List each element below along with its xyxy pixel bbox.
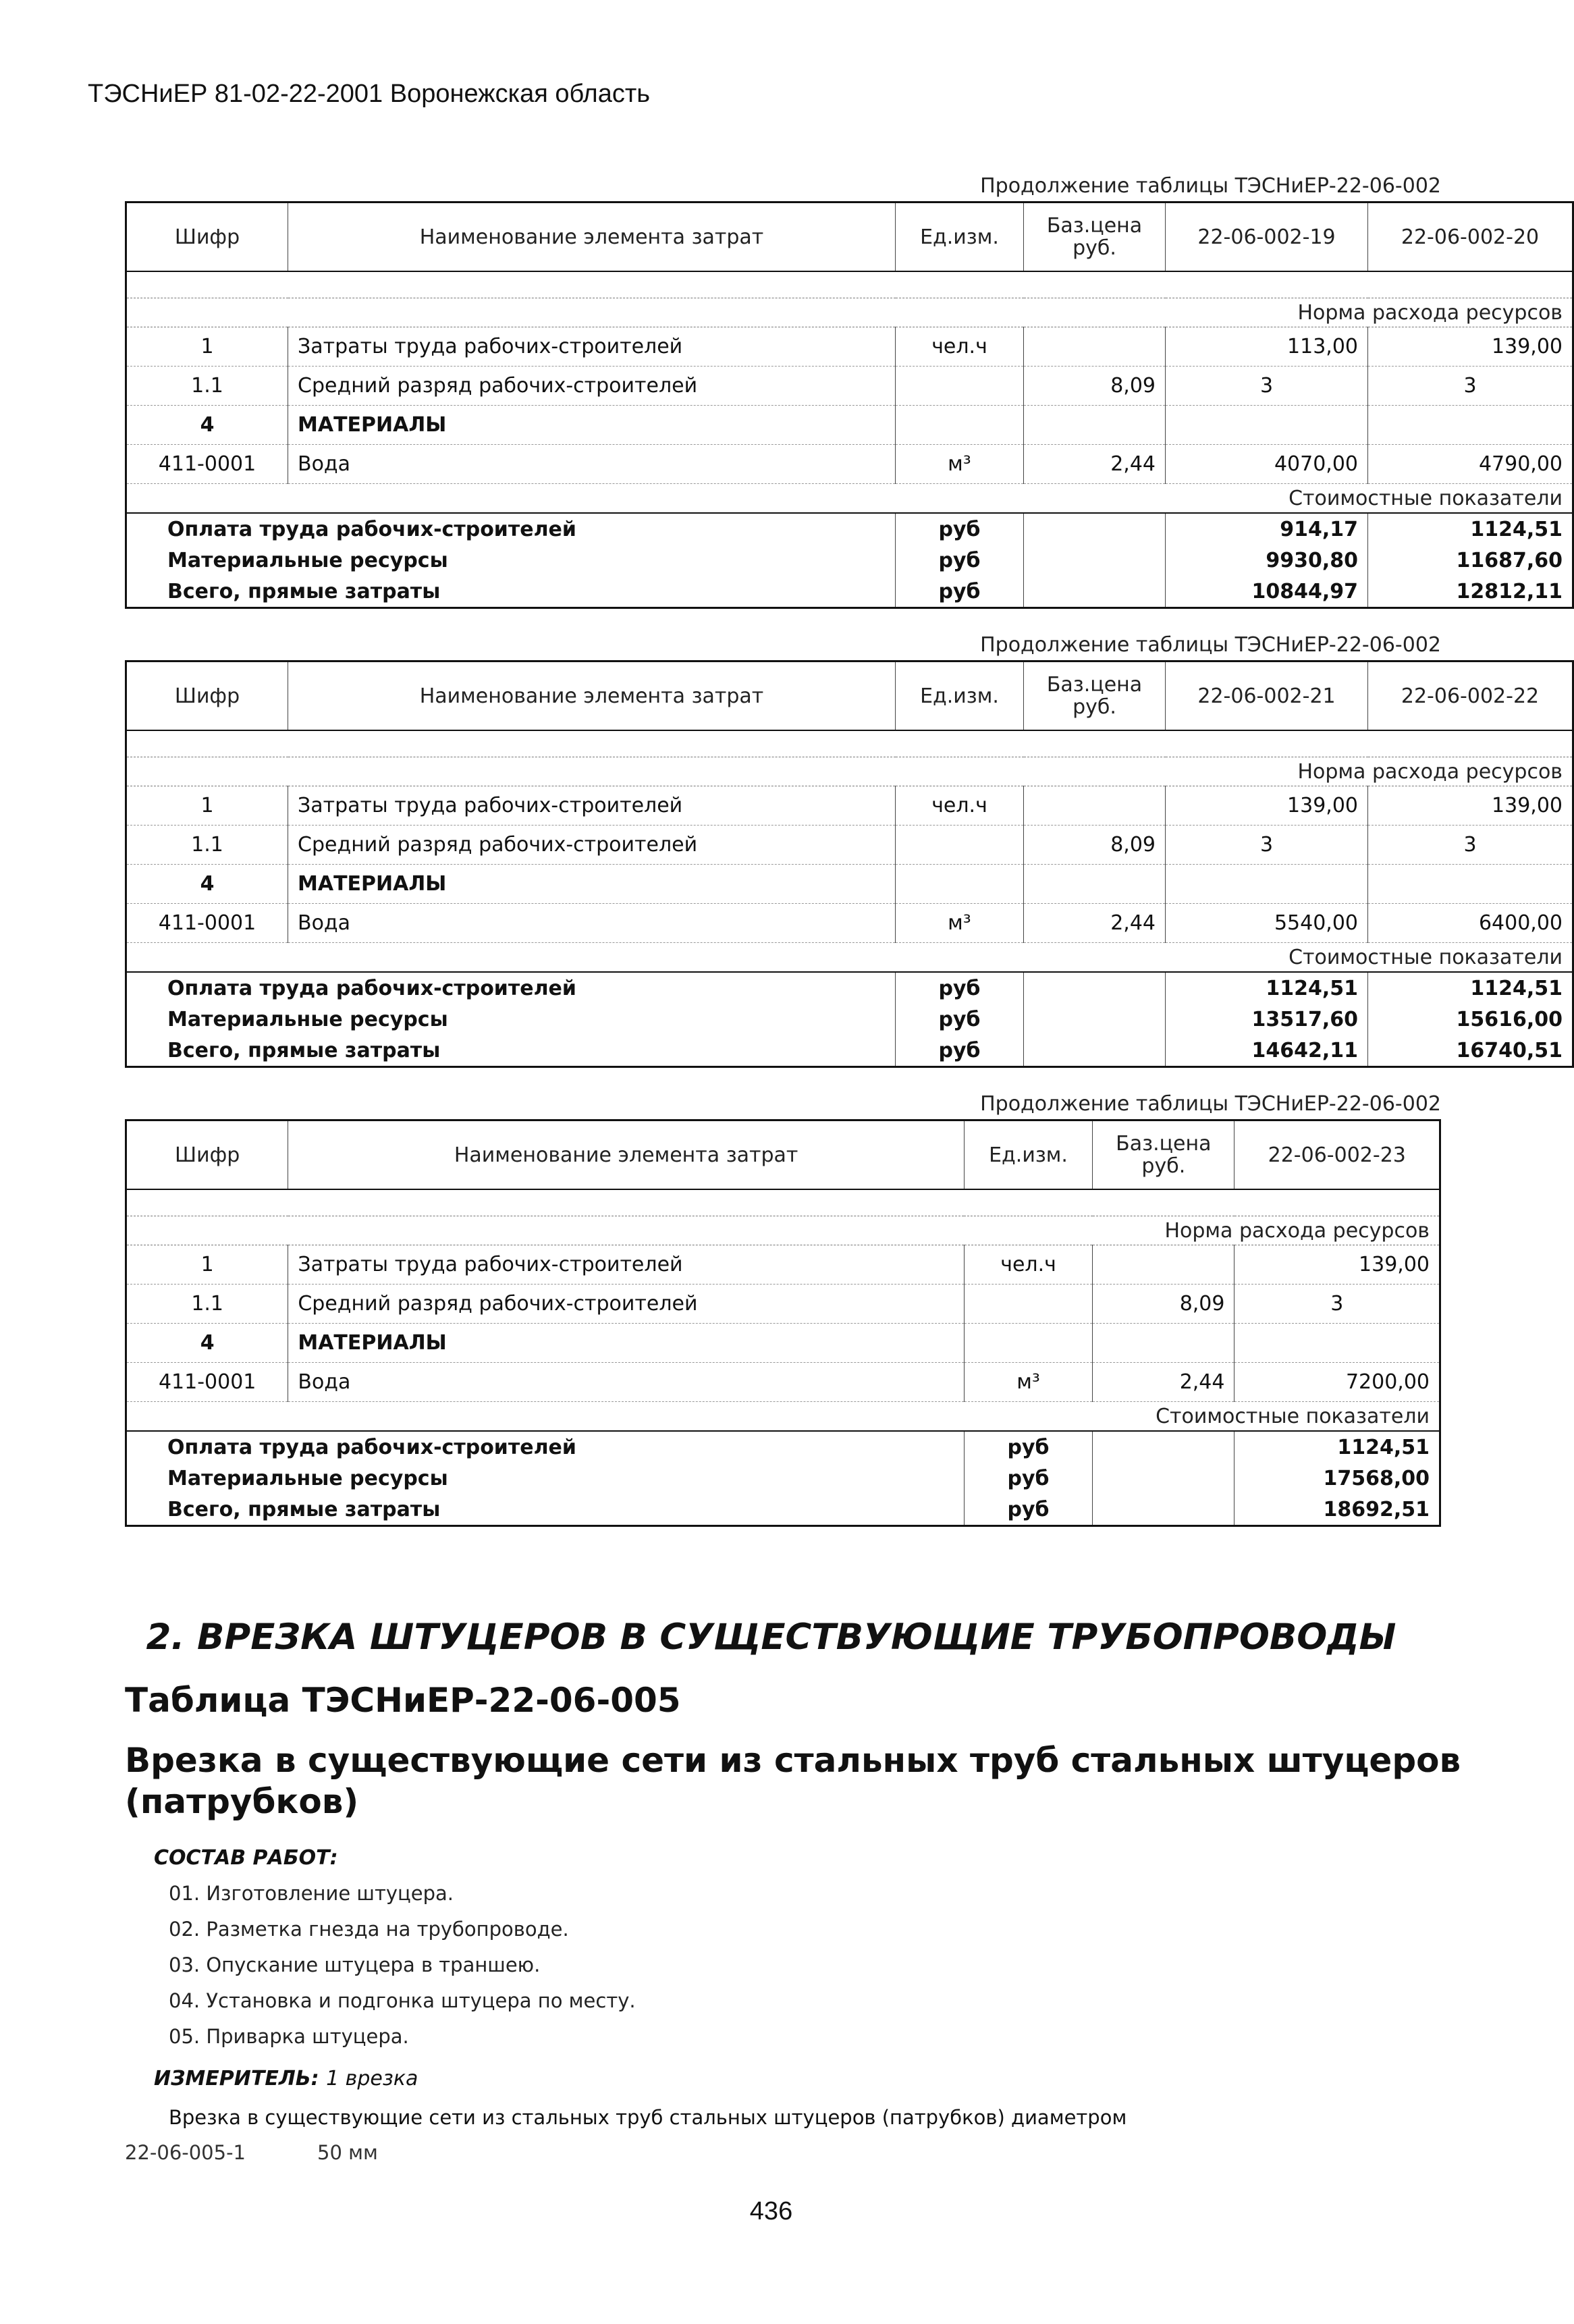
meter-line — [154, 2067, 418, 2090]
norms-table-2 — [125, 660, 1574, 1068]
row-value-1: 3 — [1166, 826, 1368, 865]
table-row — [126, 904, 1573, 943]
table-row — [126, 865, 1573, 904]
row-unit: чел.ч — [964, 1245, 1092, 1285]
total-name: Всего, прямые затраты — [126, 1035, 896, 1067]
table-title: Таблица ТЭСНиЕР-22-06-005 — [125, 1681, 681, 1720]
total-row — [126, 576, 1573, 608]
row-price: 2,44 — [1024, 904, 1166, 943]
total-unit: руб — [964, 1494, 1092, 1526]
row-name: Средний разряд рабочих-строителей — [288, 367, 896, 406]
total-row — [126, 1463, 1440, 1494]
table-row — [126, 1363, 1440, 1402]
row-unit — [964, 1285, 1092, 1324]
row-unit: чел.ч — [896, 327, 1024, 367]
col-price-header: Баз.цена руб. — [1024, 661, 1166, 731]
total-unit: руб — [964, 1431, 1092, 1463]
total-unit: руб — [896, 1035, 1024, 1067]
table-row — [126, 445, 1573, 484]
row-code: 1.1 — [126, 826, 288, 865]
table-caption: Продолжение таблицы ТЭСНиЕР-22-06-002 — [980, 633, 1441, 657]
table-row — [126, 327, 1573, 367]
total-unit: руб — [896, 972, 1024, 1004]
row-unit: м³ — [964, 1363, 1092, 1402]
row-value-2: 4790,00 — [1368, 445, 1573, 484]
row-value-1: 5540,00 — [1166, 904, 1368, 943]
work-item: 04. Установка и подгонка штуцера по месту. — [169, 1989, 636, 2012]
total-value-1: 914,17 — [1166, 513, 1368, 545]
norms-section-label: Норма расхода ресурсов — [126, 1216, 1440, 1245]
norms-table-3 — [125, 1119, 1441, 1527]
row-unit — [896, 367, 1024, 406]
col-code-19-header: 22-06-002-19 — [1166, 202, 1368, 272]
row-value-1: 4070,00 — [1166, 445, 1368, 484]
row-value-2: 3 — [1368, 826, 1573, 865]
total-row — [126, 1004, 1573, 1035]
total-value-1: 13517,60 — [1166, 1004, 1368, 1035]
row-value-1: 3 — [1234, 1285, 1440, 1324]
row-name: Средний разряд рабочих-строителей — [288, 1285, 965, 1324]
row-code: 411-0001 — [126, 445, 288, 484]
total-value-1: 1124,51 — [1234, 1431, 1440, 1463]
row-value-1 — [1234, 1324, 1440, 1363]
row-code: 4 — [126, 865, 288, 904]
col-code-header: Шифр — [126, 1120, 288, 1190]
total-name: Всего, прямые затраты — [126, 1494, 965, 1526]
total-value-2: 11687,60 — [1368, 545, 1573, 576]
table-row — [126, 367, 1573, 406]
norms-section-label: Норма расхода ресурсов — [126, 298, 1573, 327]
spacer — [126, 730, 1573, 757]
row-value-1: 139,00 — [1166, 786, 1368, 826]
row-value-2 — [1368, 406, 1573, 445]
total-name: Материальные ресурсы — [126, 545, 896, 576]
row-name: Средний разряд рабочих-строителей — [288, 826, 896, 865]
row-price: 8,09 — [1024, 826, 1166, 865]
total-name: Оплата труда рабочих-строителей — [126, 513, 896, 545]
norms-section-label: Норма расхода ресурсов — [126, 757, 1573, 786]
col-unit-header: Ед.изм. — [896, 202, 1024, 272]
total-value-2: 15616,00 — [1368, 1004, 1573, 1035]
table-row — [126, 1285, 1440, 1324]
row-code: 4 — [126, 406, 288, 445]
total-value-1: 14642,11 — [1166, 1035, 1368, 1067]
col-price-header: Баз.цена руб. — [1024, 202, 1166, 272]
row-value-1 — [1166, 406, 1368, 445]
row-price — [1024, 406, 1166, 445]
row-price — [1024, 865, 1166, 904]
table-header-row — [126, 1120, 1440, 1190]
row-price: 8,09 — [1093, 1285, 1234, 1324]
row-name: МАТЕРИАЛЫ — [288, 406, 896, 445]
norms-table-1 — [125, 201, 1574, 609]
total-value-2: 1124,51 — [1368, 972, 1573, 1004]
total-value-2: 1124,51 — [1368, 513, 1573, 545]
row-name: Затраты труда рабочих-строителей — [288, 1245, 965, 1285]
col-unit-header: Ед.изм. — [964, 1120, 1092, 1190]
table-row — [126, 1324, 1440, 1363]
total-name: Оплата труда рабочих-строителей — [126, 1431, 965, 1463]
row-unit: м³ — [896, 904, 1024, 943]
row-unit — [964, 1324, 1092, 1363]
col-name-header: Наименование элемента затрат — [288, 202, 896, 272]
row-unit: чел.ч — [896, 786, 1024, 826]
cost-section-label: Стоимостные показатели — [126, 484, 1573, 514]
section-heading: 2. ВРЕЗКА ШТУЦЕРОВ В СУЩЕСТВУЮЩИЕ ТРУБОПРОВОДЫ — [146, 1617, 1396, 1658]
row-value-1: 139,00 — [1234, 1245, 1440, 1285]
col-name-header: Наименование элемента затрат — [288, 661, 896, 731]
row-value-1 — [1166, 865, 1368, 904]
code-description: Врезка в существующие сети из стальных труб стальных штуцеров (патрубков) диаметром — [169, 2106, 1127, 2129]
total-unit: руб — [896, 1004, 1024, 1035]
row-name: Затраты труда рабочих-строителей — [288, 786, 896, 826]
work-item: 03. Опускание штуцера в траншею. — [169, 1953, 541, 1976]
total-value-2: 16740,51 — [1368, 1035, 1573, 1067]
table-caption: Продолжение таблицы ТЭСНиЕР-22-06-002 — [980, 1092, 1441, 1116]
row-code: 1 — [126, 327, 288, 367]
spacer — [126, 1189, 1440, 1216]
total-name: Материальные ресурсы — [126, 1004, 896, 1035]
row-value-2: 139,00 — [1368, 327, 1573, 367]
total-row — [126, 513, 1573, 545]
row-price: 8,09 — [1024, 367, 1166, 406]
row-code: 1 — [126, 786, 288, 826]
table-row — [126, 786, 1573, 826]
total-unit: руб — [896, 513, 1024, 545]
total-row — [126, 1431, 1440, 1463]
row-unit: м³ — [896, 445, 1024, 484]
meter-label: ИЗМЕРИТЕЛЬ: — [154, 2067, 319, 2090]
row-code: 1.1 — [126, 367, 288, 406]
table-subtitle: Врезка в существующие сети из стальных труб стальных штуцеров (патрубков) — [125, 1741, 1461, 1821]
total-row — [126, 1035, 1573, 1067]
total-name: Материальные ресурсы — [126, 1463, 965, 1494]
total-unit: руб — [896, 576, 1024, 608]
row-unit — [896, 406, 1024, 445]
norm-code: 22-06-005-1 — [125, 2141, 246, 2164]
total-row — [126, 1494, 1440, 1526]
row-value-2 — [1368, 865, 1573, 904]
row-value-2: 3 — [1368, 367, 1573, 406]
total-row — [126, 972, 1573, 1004]
cost-section-label: Стоимостные показатели — [126, 943, 1573, 973]
page-number: 436 — [749, 2197, 793, 2225]
total-name: Всего, прямые затраты — [126, 576, 896, 608]
total-unit: руб — [896, 545, 1024, 576]
work-item: 02. Разметка гнезда на трубопроводе. — [169, 1918, 569, 1941]
row-value-2: 6400,00 — [1368, 904, 1573, 943]
row-code: 1 — [126, 1245, 288, 1285]
total-value-1: 10844,97 — [1166, 576, 1368, 608]
row-price: 2,44 — [1093, 1363, 1234, 1402]
row-code: 411-0001 — [126, 1363, 288, 1402]
row-unit — [896, 826, 1024, 865]
row-name: МАТЕРИАЛЫ — [288, 865, 896, 904]
total-value-1: 1124,51 — [1166, 972, 1368, 1004]
col-code-header: Шифр — [126, 202, 288, 272]
col-code-23-header: 22-06-002-23 — [1234, 1120, 1440, 1190]
row-name: Вода — [288, 904, 896, 943]
work-item: 01. Изготовление штуцера. — [169, 1882, 454, 1905]
table-row — [126, 1245, 1440, 1285]
col-code-20-header: 22-06-002-20 — [1368, 202, 1573, 272]
col-code-22-header: 22-06-002-22 — [1368, 661, 1573, 731]
col-code-header: Шифр — [126, 661, 288, 731]
total-row — [126, 545, 1573, 576]
works-label: СОСТАВ РАБОТ: — [154, 1846, 338, 1870]
row-name: МАТЕРИАЛЫ — [288, 1324, 965, 1363]
total-value-1: 18692,51 — [1234, 1494, 1440, 1526]
total-value-2: 12812,11 — [1368, 576, 1573, 608]
document-header: ТЭСНиЕР 81-02-22-2001 Воронежская область — [88, 80, 651, 108]
table-header-row — [126, 202, 1573, 272]
work-item: 05. Приварка штуцера. — [169, 2025, 409, 2048]
total-name: Оплата труда рабочих-строителей — [126, 972, 896, 1004]
row-value-1: 113,00 — [1166, 327, 1368, 367]
row-price — [1024, 327, 1166, 367]
table-header-row — [126, 661, 1573, 731]
col-unit-header: Ед.изм. — [896, 661, 1024, 731]
cost-section-label: Стоимостные показатели — [126, 1402, 1440, 1432]
col-code-21-header: 22-06-002-21 — [1166, 661, 1368, 731]
row-value-1: 3 — [1166, 367, 1368, 406]
row-price — [1024, 786, 1166, 826]
row-code: 411-0001 — [126, 904, 288, 943]
table-row — [126, 826, 1573, 865]
row-price: 2,44 — [1024, 445, 1166, 484]
row-price — [1093, 1245, 1234, 1285]
col-name-header: Наименование элемента затрат — [288, 1120, 965, 1190]
total-unit: руб — [964, 1463, 1092, 1494]
total-value-1: 9930,80 — [1166, 545, 1368, 576]
total-value-1: 17568,00 — [1234, 1463, 1440, 1494]
norm-code-desc: 50 мм — [317, 2141, 378, 2164]
spacer — [126, 271, 1573, 298]
row-price — [1093, 1324, 1234, 1363]
row-code: 1.1 — [126, 1285, 288, 1324]
row-value-1: 7200,00 — [1234, 1363, 1440, 1402]
col-price-header: Баз.цена руб. — [1093, 1120, 1234, 1190]
table-caption: Продолжение таблицы ТЭСНиЕР-22-06-002 — [980, 174, 1441, 198]
row-name: Вода — [288, 445, 896, 484]
table-row — [126, 406, 1573, 445]
row-value-2: 139,00 — [1368, 786, 1573, 826]
meter-value: 1 врезка — [326, 2067, 418, 2090]
row-unit — [896, 865, 1024, 904]
row-code: 4 — [126, 1324, 288, 1363]
row-name: Вода — [288, 1363, 965, 1402]
row-name: Затраты труда рабочих-строителей — [288, 327, 896, 367]
